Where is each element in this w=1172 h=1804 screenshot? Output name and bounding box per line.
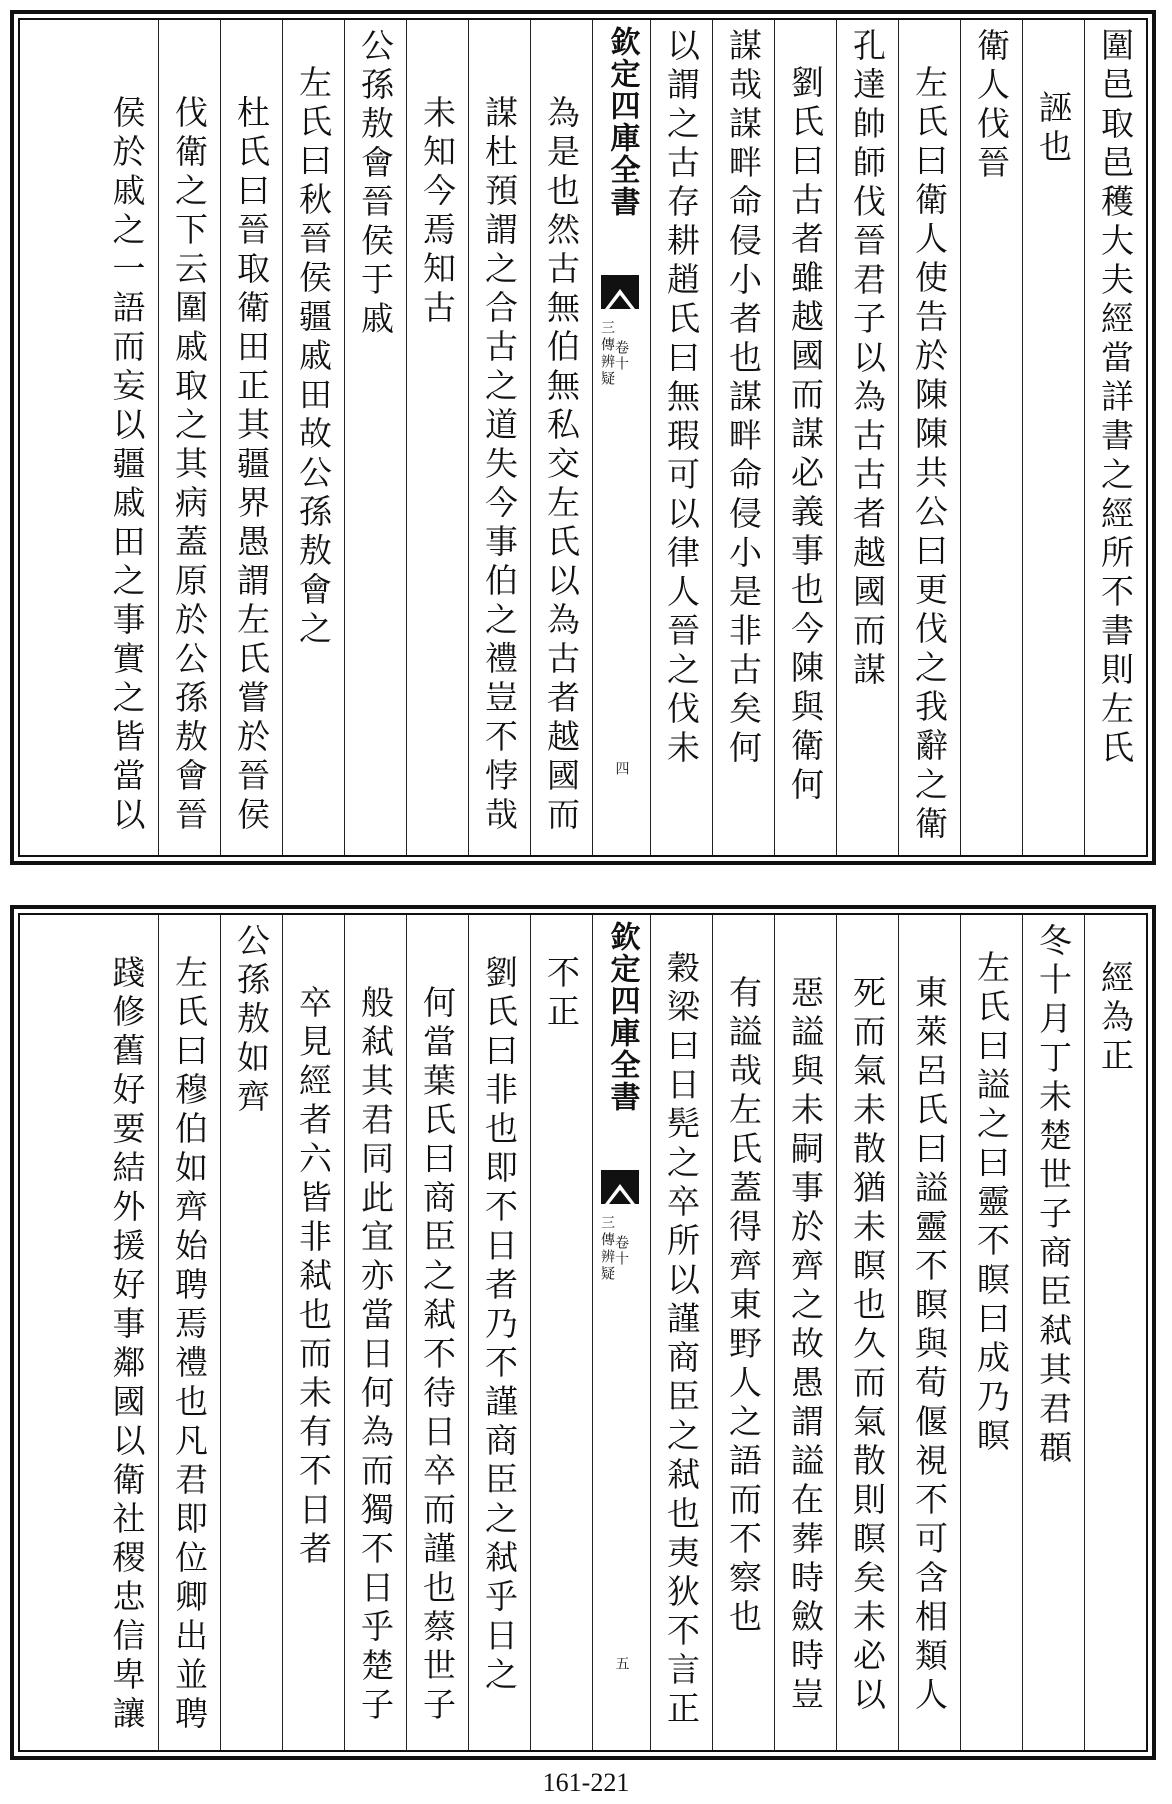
- text-column: [774, 915, 836, 1750]
- text-column: [774, 20, 836, 855]
- column-text: 劉氏曰古者雖越國而謀必義事也今陳與衛何: [786, 65, 825, 806]
- text-column: [158, 20, 220, 855]
- text-column: [96, 915, 158, 1750]
- column-text: 般弒其君同此宜亦當日何為而獨不日乎楚子: [356, 985, 395, 1726]
- text-column: [712, 20, 774, 855]
- text-column: [898, 915, 960, 1750]
- text-column: [650, 20, 712, 855]
- column-text: 經為正: [1096, 960, 1135, 1077]
- column-text: 謀杜預謂之合古之道失今事伯之禮豈不悖哉: [480, 95, 519, 836]
- text-column: [712, 915, 774, 1750]
- column-text: 左氏曰秋晉侯疆戚田故公孫敖會之: [294, 65, 333, 650]
- column-text: 公孫敖如齊: [232, 923, 271, 1118]
- text-column: [282, 20, 344, 855]
- page-number: 161-221: [542, 1768, 630, 1797]
- top-page-columns: [20, 20, 1146, 855]
- column-text: 誣也: [1034, 90, 1073, 168]
- column-text: 公孫敖會晉侯于戚: [356, 28, 395, 340]
- column-text: 東萊呂氏曰謚靈不瞑與荀偃視不可含相類人: [910, 975, 949, 1716]
- bottom-page-columns: [20, 915, 1146, 1750]
- column-text: 衛人伐晉: [972, 28, 1011, 184]
- text-column: [1022, 20, 1084, 855]
- column-text: 劉氏曰非也即不日者乃不謹商臣之弒乎日之: [480, 955, 519, 1696]
- column-text: 惡謚與未嗣事於齊之故愚謂謚在葬時斂時豈: [786, 975, 825, 1716]
- bottom-page-frame: [18, 913, 1148, 1752]
- column-text: 左氏曰衛人使告於陳陳共公曰更伐之我辭之衛: [910, 65, 949, 845]
- text-column: [406, 915, 468, 1750]
- fishtail-marker-icon: [601, 1170, 639, 1204]
- text-column: [406, 20, 468, 855]
- text-column: [282, 915, 344, 1750]
- fishtail-marker-icon: [601, 275, 639, 309]
- text-column: [1084, 915, 1146, 1750]
- volume-number: 卷十: [613, 1235, 629, 1267]
- folio-number: 五: [613, 1656, 630, 1670]
- text-column: [530, 20, 592, 855]
- text-column: [158, 915, 220, 1750]
- column-text: 何當葉氏曰商臣之弒不待日卒而謹也蔡世子: [418, 985, 457, 1726]
- column-text: 為是也然古無伯無私交左氏以為古者越國而: [542, 95, 581, 836]
- column-text: 伐衛之下云圍戚取之其病蓋原於公孫敖會晉: [170, 95, 209, 836]
- column-text: 踐修舊好要結外援好事鄰國以衛社稷忠信卑讓: [107, 955, 147, 1735]
- fold-column: [592, 915, 650, 1750]
- column-text: 有謚哉左氏蓋得齊東野人之語而不察也: [724, 975, 763, 1638]
- column-text: 死而氣未散猶未瞑也久而氣散則瞑矣未必以: [848, 975, 887, 1716]
- book-title: 欽定四庫全書: [604, 921, 640, 1113]
- text-column: [344, 20, 406, 855]
- column-text: 冬十月丁未楚世子商臣弒其君頵: [1034, 923, 1073, 1469]
- text-column: [530, 915, 592, 1750]
- column-text: 謀哉謀畔命侵小者也謀畔命侵小是非古矣何: [724, 28, 763, 769]
- column-text: 卒見經者六皆非弒也而未有不日者: [294, 985, 333, 1570]
- text-column: [1084, 20, 1146, 855]
- column-text: 未知今焉知古: [418, 95, 457, 329]
- text-column: [220, 20, 282, 855]
- text-column: [898, 20, 960, 855]
- column-text: 穀梁曰日髡之卒所以謹商臣之弒也夷狄不言正: [662, 950, 701, 1730]
- text-column: [1022, 915, 1084, 1750]
- text-column: [220, 915, 282, 1750]
- text-column: [836, 20, 898, 855]
- top-page: [10, 10, 1156, 865]
- book-title: 欽定四庫全書: [604, 26, 640, 218]
- text-column: [468, 20, 530, 855]
- column-text: 杜氏曰晉取衛田正其疆界愚謂左氏嘗於晉侯: [232, 95, 271, 836]
- column-text: 左氏曰謚之曰靈不瞑曰成乃瞑: [972, 950, 1011, 1457]
- bottom-page: [10, 905, 1156, 1760]
- text-column: [468, 915, 530, 1750]
- column-text: 侯於戚之一語而妄以疆戚田之事實之皆當以: [107, 95, 147, 836]
- column-text: 不正: [542, 955, 581, 1033]
- text-column: [836, 915, 898, 1750]
- column-text: 孔達帥師伐晉君子以為古古者越國而謀: [848, 28, 887, 691]
- column-text: 以謂之古存耕趙氏曰無瑕可以律人晉之伐未: [662, 28, 701, 769]
- folio-number: 四: [613, 761, 630, 775]
- volume-number: 卷十: [613, 340, 629, 372]
- text-column: [650, 915, 712, 1750]
- text-column: [960, 20, 1022, 855]
- fold-column: [592, 20, 650, 855]
- section-title: 三傳辨疑: [599, 1215, 615, 1283]
- column-text: 左氏曰穆伯如齊始聘焉禮也凡君即位卿出並聘: [170, 955, 209, 1735]
- text-column: [960, 915, 1022, 1750]
- top-page-frame: [18, 18, 1148, 857]
- section-title: 三傳辨疑: [599, 320, 615, 388]
- text-column: [96, 20, 158, 855]
- text-column: [344, 915, 406, 1750]
- column-text: 圍邑取邑穫大夫經當詳書之經所不書則左氏: [1096, 28, 1135, 769]
